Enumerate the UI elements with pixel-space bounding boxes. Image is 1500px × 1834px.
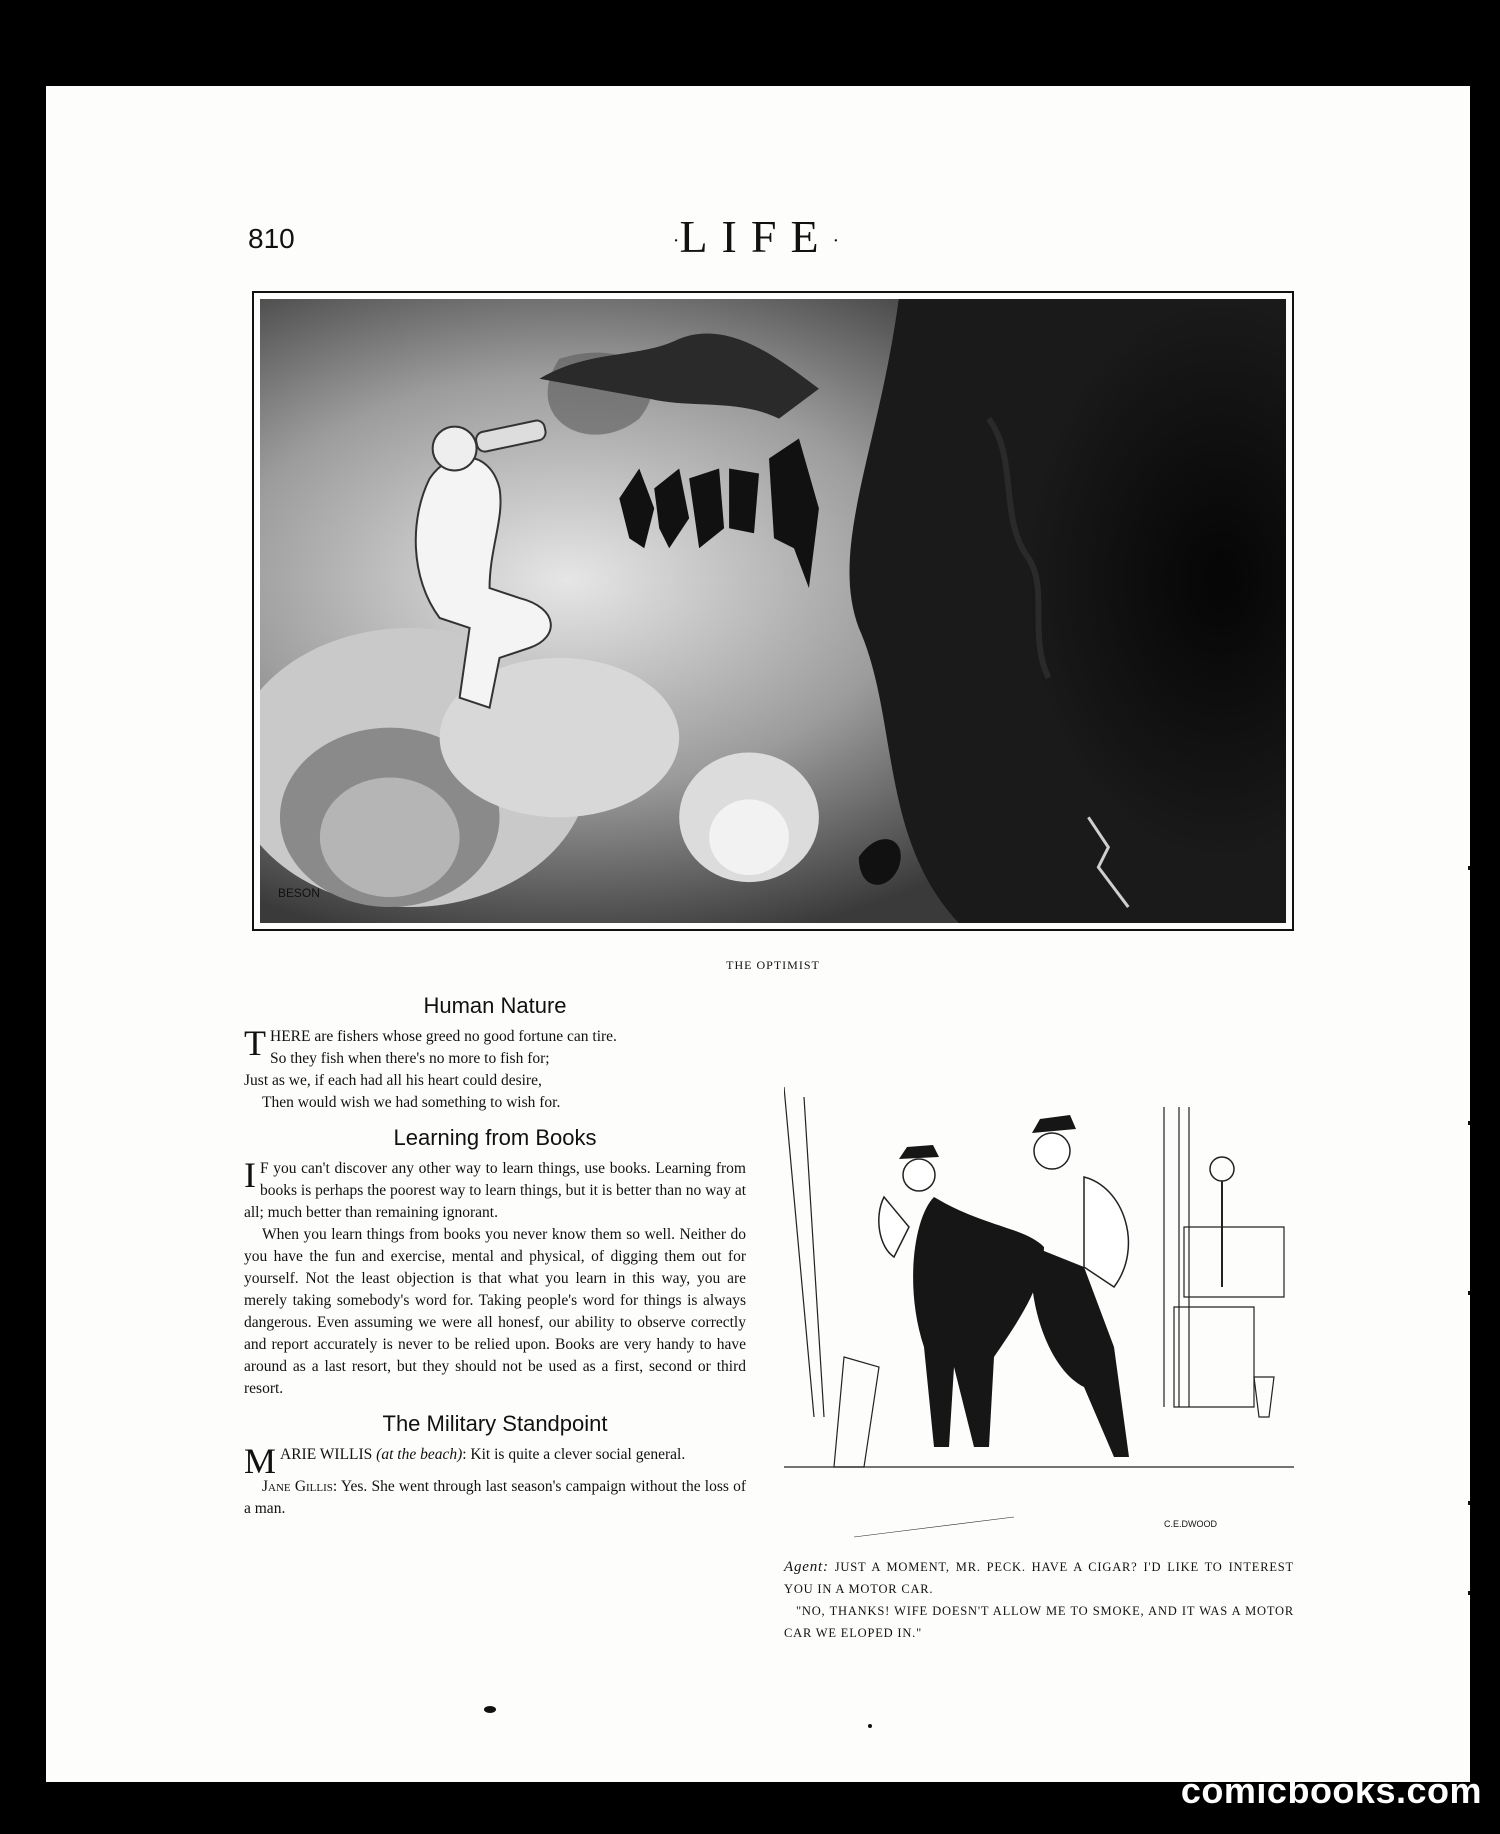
article-paragraph: When you learn things from books you never know them so well. Neither do you have the fun and exercise, mental and physical, of digging them out for yourself. Not the least objection is that what you learn in this way, you are merely taking somebody's word for. Taking people's word for things is always dangerous. Even assuming we were all honesf, our ability to observe correctly and report accurately is never to be relied upon. Books are very handy to have around as a last resort, but they should not be used as a first, second or third resort.	[244, 1226, 746, 1397]
heading-learning-from-books: Learning from Books	[393, 1125, 597, 1150]
poem-human-nature	[244, 1023, 746, 1114]
caption-line: JUST A MOMENT, MR. PECK. HAVE A CIGAR? I'D LIKE TO INTEREST YOU IN A MOTOR CAR.	[784, 1560, 1294, 1596]
edge-mark	[1468, 1121, 1470, 1125]
stage-direction: (at the beach)	[376, 1446, 463, 1463]
optimist-illustration-art	[260, 299, 1286, 923]
edge-mark	[1468, 1291, 1470, 1295]
article-paragraph: F you can't discover any other way to learn things, use books. Learning from books is perhaps the poorest way to learn things, but it is better than no way at all; much better than remaining ignorant.	[244, 1160, 747, 1221]
left-text-column	[244, 986, 746, 1520]
ink-smudge	[868, 1724, 872, 1728]
page-number: 810	[248, 223, 295, 254]
edge-mark	[1468, 1591, 1470, 1595]
masthead-title: LIFE	[679, 211, 833, 262]
heading-military-standpoint: The Military Standpoint	[382, 1411, 608, 1436]
poem-line: Just as we, if each had all his heart could desire,	[244, 1072, 542, 1089]
illustration-caption: THE OPTIMIST	[726, 958, 820, 972]
caption-line: "NO, THANKS! WIFE DOESN'T ALLOW ME TO SMOKE, AND IT WAS A MOTOR CAR WE ELOPED IN."	[784, 1604, 1294, 1640]
dialogue-text: : Yes. She went through last season's campaign without the loss of a man.	[244, 1478, 746, 1517]
dropcap: I	[244, 1155, 256, 1195]
site-watermark: comicbooks.com	[1180, 1770, 1482, 1811]
masthead-dot: ·	[672, 229, 680, 252]
dialogue-text: : Kit is quite a clever social general.	[462, 1446, 686, 1463]
heading-human-nature: Human Nature	[423, 993, 567, 1018]
poem-line: So they fish when there's no more to fish for;	[270, 1050, 550, 1067]
edge-mark	[1468, 1501, 1470, 1505]
magazine-page	[46, 86, 1470, 1782]
optimist-illustration	[252, 291, 1294, 931]
agent-cartoon-art	[784, 1087, 1294, 1545]
masthead	[646, 210, 866, 263]
dropcap: T	[244, 1023, 266, 1063]
masthead-dot: ·	[832, 229, 840, 252]
edge-mark	[1468, 866, 1470, 870]
agent-cartoon	[784, 1087, 1294, 1545]
poem-line: HERE are fishers whose greed no good fortune can tire.	[270, 1028, 617, 1045]
svg-text:BESON: BESON	[277, 886, 320, 901]
cartoon-signature: C.E.DWOOD	[1164, 1519, 1217, 1529]
speaker-name: Jane Gillis	[262, 1478, 333, 1495]
speaker-name: ARIE WILLIS	[280, 1446, 373, 1463]
speaker-label: Agent:	[784, 1559, 829, 1575]
cartoon-caption	[784, 1556, 1294, 1644]
dropcap: M	[244, 1441, 277, 1481]
ink-smudge	[484, 1706, 496, 1713]
poem-line: Then would wish we had something to wish for.	[262, 1094, 561, 1111]
